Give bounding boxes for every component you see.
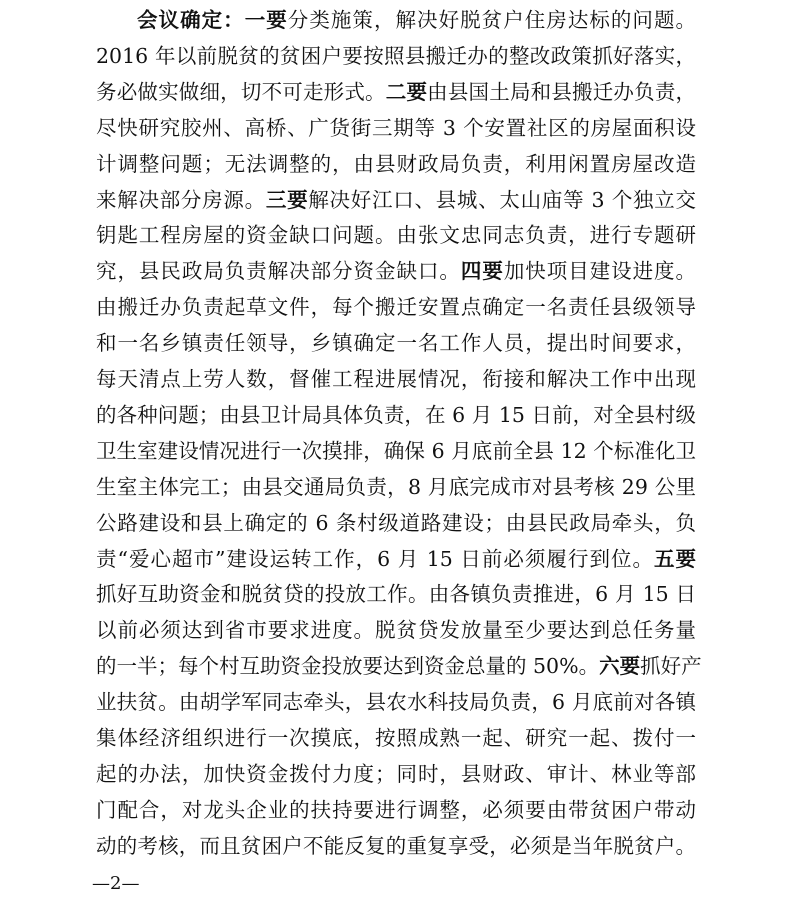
text-segment: 计调整问题；无法调整的，由县财政局负责，利用闲置房屋改造: [96, 151, 696, 176]
text-line: [96, 541, 696, 577]
text-line: [96, 720, 696, 756]
text-segment: 究，县民政局负责解决部分资金缺口。: [96, 259, 461, 284]
text-line: [96, 361, 696, 397]
text-line: [96, 182, 696, 218]
text-line: [96, 756, 696, 792]
text-segment: 加快项目建设进度。: [503, 259, 697, 284]
text-line: [96, 648, 702, 684]
text-segment: 卫生室建设情况进行一次摸排，确保 6 月底前全县 12 个标准化卫: [96, 438, 696, 463]
text-line: [96, 253, 696, 289]
text-line: [96, 792, 696, 828]
text-segment: 以前必须达到省市要求进度。脱贫贷发放量至少要达到总任务量: [96, 618, 696, 643]
text-segment: 解决好江口、县城、太山庙等 3 个独立交: [308, 187, 697, 212]
bold-text-segment: 六要: [599, 654, 641, 679]
bold-text-segment: 五要: [653, 546, 696, 571]
text-segment: 钥匙工程房屋的资金缺口问题。由张文忠同志负责，进行专题研: [96, 223, 696, 248]
text-line: [96, 217, 696, 253]
text-line: [137, 2, 696, 38]
text-line: [96, 110, 696, 146]
text-line: [96, 828, 696, 864]
text-segment: 由县国土局和县搬迁办负责，: [427, 79, 697, 104]
text-segment: 尽快研究胶州、高桥、广货街三期等 3 个安置社区的房屋面积设: [96, 115, 696, 140]
text-segment: 抓好产: [640, 654, 702, 679]
text-segment: 起的办法，加快资金拨付力度；同时，县财政、审计、林业等部: [96, 761, 696, 786]
text-segment: 抓好互助资金和脱贫贷的投放工作。由各镇负责推进，6 月 15 日: [96, 582, 696, 607]
text-line: [96, 74, 696, 110]
page-number: —2—: [92, 873, 140, 894]
text-segment: 务必做实做细，切不可走形式。: [96, 79, 386, 104]
text-line: [96, 469, 696, 505]
text-segment: 每天清点上劳人数，督催工程进展情况，衔接和解决工作中出现: [96, 367, 696, 391]
bold-text-segment: 三要: [265, 187, 309, 212]
text-line: [96, 505, 696, 541]
bold-text-segment: 二要: [385, 79, 428, 104]
text-segment: 来解决部分房源。: [96, 187, 266, 212]
text-segment: 公路建设和县上确定的 6 条村级道路建设；由县民政局牵头，负: [96, 510, 696, 535]
text-segment: 动的考核，而且贫困户不能反复的重复享受，必须是当年脱贫户。: [96, 833, 696, 858]
text-segment: 责“爱心超市”建设运转工作，6 月 15 日前必须履行到位。: [96, 546, 654, 571]
text-segment: 门配合，对龙头企业的扶持要进行调整，必须要由带贫困户带动: [96, 797, 696, 822]
bold-text-segment: 会议确定：: [137, 8, 245, 32]
text-segment: 由搬迁办负责起草文件，每个搬迁安置点确定一名责任县级领导: [96, 295, 696, 320]
text-line: [96, 289, 696, 325]
bold-text-segment: 四要: [460, 259, 504, 284]
text-segment: 分类施策，解决好脱贫户住房达标的问题。: [287, 8, 697, 32]
text-line: [96, 576, 696, 612]
text-segment: 集体经济组织进行一次摸底，按照成熟一起、研究一起、拨付一: [96, 726, 696, 750]
text-segment: 和一名乡镇责任领导，乡镇确定一名工作人员，提出时间要求，: [96, 331, 696, 356]
text-segment: 生室主体完工；由县交通局负责，8 月底完成市对县考核 29 公里: [96, 474, 696, 499]
text-line: [96, 612, 696, 648]
text-segment: 的一半；每个村互助资金投放要达到资金总量的 50%。: [96, 654, 600, 679]
text-line: [96, 397, 696, 433]
bold-text-segment: 一要: [244, 8, 288, 32]
text-segment: 业扶贫。由胡学军同志牵头，县农水科技局负责，6 月底前对各镇: [96, 690, 696, 715]
text-segment: 2016 年以前脱贫的贫困户要按照县搬迁办的整改政策抓好落实，: [96, 43, 696, 68]
text-line: [96, 325, 696, 361]
text-segment: 的各种问题；由县卫计局具体负责，在 6 月 15 日前，对全县村级: [96, 402, 696, 427]
text-line: [96, 146, 696, 182]
text-line: [96, 38, 696, 74]
text-line: [96, 433, 696, 469]
text-line: [96, 684, 696, 720]
